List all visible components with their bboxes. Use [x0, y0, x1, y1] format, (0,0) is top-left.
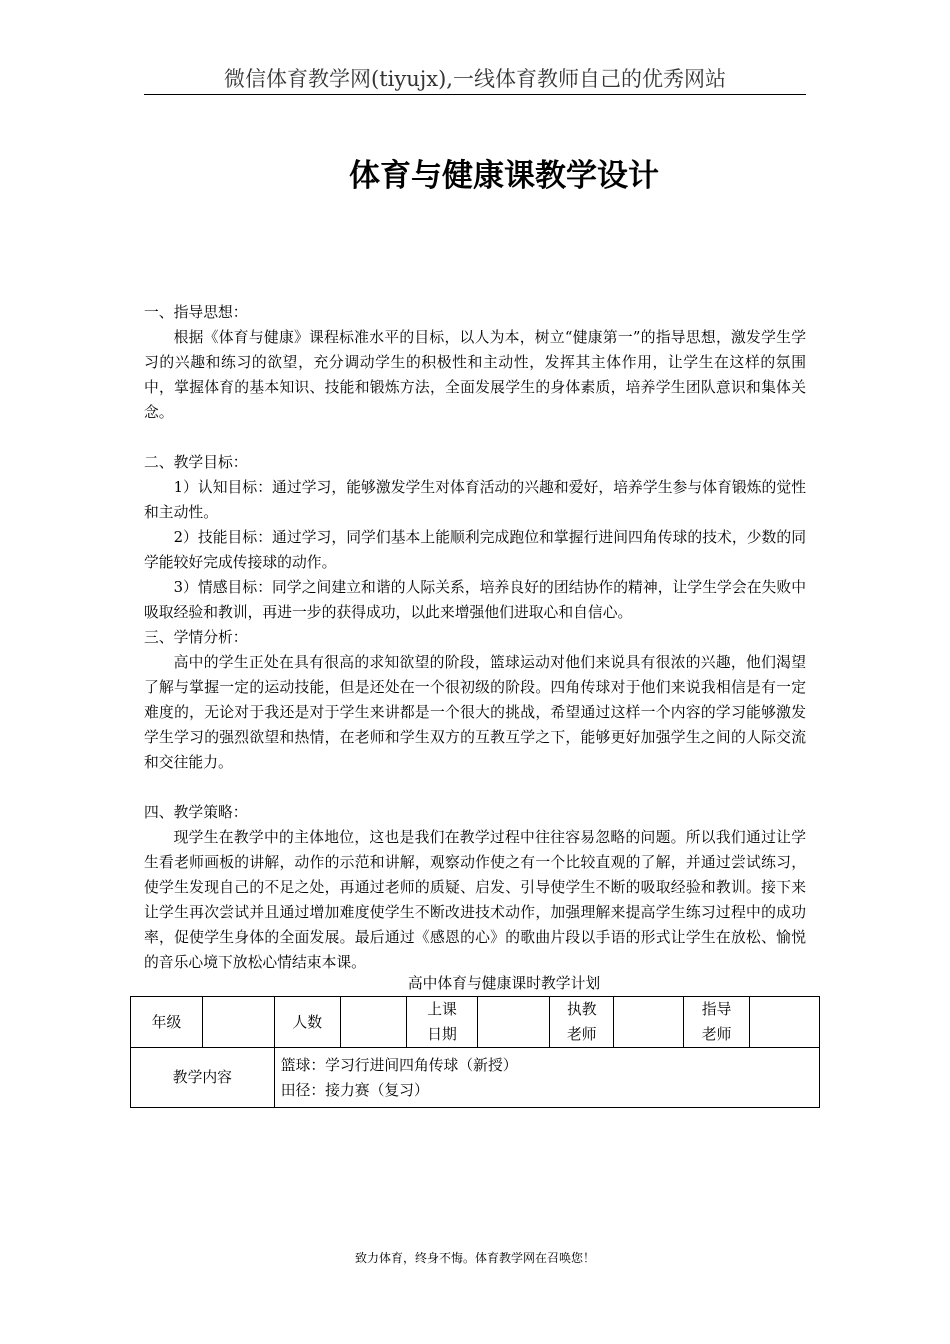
- table-row: [131, 997, 820, 1048]
- goal-affective: 3）情感目标：同学之间建立和谐的人际关系，培养良好的团结协作的精神，让学生学会在失败中吸取经验和教训，再进一步的获得成功，以此来增强他们进取心和自信心。: [144, 579, 806, 621]
- section-body-teaching-strategy: 现学生在教学中的主体地位，这也是我们在教学过程中往往容易忽略的问题。所以我们通过让学生看老师画板的讲解，动作的示范和讲解，观察动作使之有一个比较直观的了解，并通过尝试练习，使学生发现自己的不足之处，再通过老师的质疑、启发、引导使学生不断的吸取经验和教训。接下来让学生再次尝试并且通过增加难度使学生不断改进技术动作，加强理解来提高学生练习过程中的成功率，促使学生身体的全面发展。最后通过《感恩的心》的歌曲片段以手语的形式让学生在放松、愉悦的音乐心境下放松心情结束本课。: [144, 829, 806, 971]
- grade-label: 年级: [131, 997, 203, 1048]
- advisor-value: [750, 997, 820, 1048]
- goal-cognitive: 1）认知目标：通过学习，能够激发学生对体育活动的兴趣和爱好，培养学生参与体育锻炼的觉性和主动性。: [144, 479, 806, 521]
- instructor-value: [614, 997, 684, 1048]
- plan-table-title: 高中体育与健康课时教学计划: [407, 975, 601, 992]
- student-count-value: [340, 997, 406, 1048]
- goal-skill: 2）技能目标：通过学习，同学们基本上能顺利完成跑位和掌握行进间四角传球的技术，少数的同学能较好完成传接球的动作。: [144, 529, 806, 571]
- table-row: [131, 1048, 820, 1108]
- advisor-label: 指导 老师: [684, 997, 750, 1048]
- section-heading-student-analysis: 三、学情分析：: [144, 629, 248, 646]
- content-track: 田径：接力赛（复习）: [280, 1081, 429, 1099]
- document-body: [144, 300, 806, 975]
- teaching-content-label: 教学内容: [131, 1048, 275, 1108]
- section-heading-teaching-goals: 二、教学目标：: [144, 454, 248, 471]
- section-heading-teaching-strategy: 四、教学策略：: [144, 804, 248, 821]
- content-basketball: 篮球：学习行进间四角传球（新授）: [280, 1056, 518, 1074]
- document-title: 体育与健康课教学设计: [349, 158, 659, 194]
- section-body-guiding-thought: 根据《体育与健康》课程标准水平的目标，以人为本，树立“健康第一”的指导思想，激发学生学习的兴趣和练习的欲望，充分调动学生的积极性和主动性，发挥其主体作用，让学生在这样的氛围中，掌握体育的基本知识、技能和锻炼方法，全面发展学生的身体素质，培养学生团队意识和集体关念。: [144, 329, 806, 421]
- grade-value: [202, 997, 274, 1048]
- instructor-label: 执教 老师: [550, 997, 614, 1048]
- page-header: 微信体育教学网(tiyujx),一线体育教师自己的优秀网站: [144, 64, 806, 95]
- page-footer: 致力体育，终身不悔。体育教学网在召唤您！: [354, 1251, 595, 1265]
- section-heading-guiding-thought: 一、指导思想：: [144, 304, 248, 321]
- teaching-content-value: [274, 1048, 819, 1108]
- class-date-label: 上课 日期: [406, 997, 478, 1048]
- lesson-plan-table: [130, 996, 820, 1108]
- section-body-student-analysis: 高中的学生正处在具有很高的求知欲望的阶段，篮球运动对他们来说具有很浓的兴趣，他们渴望了解与掌握一定的运动技能，但是还处在一个很初级的阶段。四角传球对于他们来说我相信是有一定难度的，无论对于我还是对于学生来讲都是一个很大的挑战，希望通过这样一个内容的学习能够激发学生学习的强烈欲望和热情，在老师和学生双方的互教互学之下，能够更好加强学生之间的人际交流和交往能力。: [144, 654, 806, 771]
- student-count-label: 人数: [274, 997, 340, 1048]
- class-date-value: [478, 997, 550, 1048]
